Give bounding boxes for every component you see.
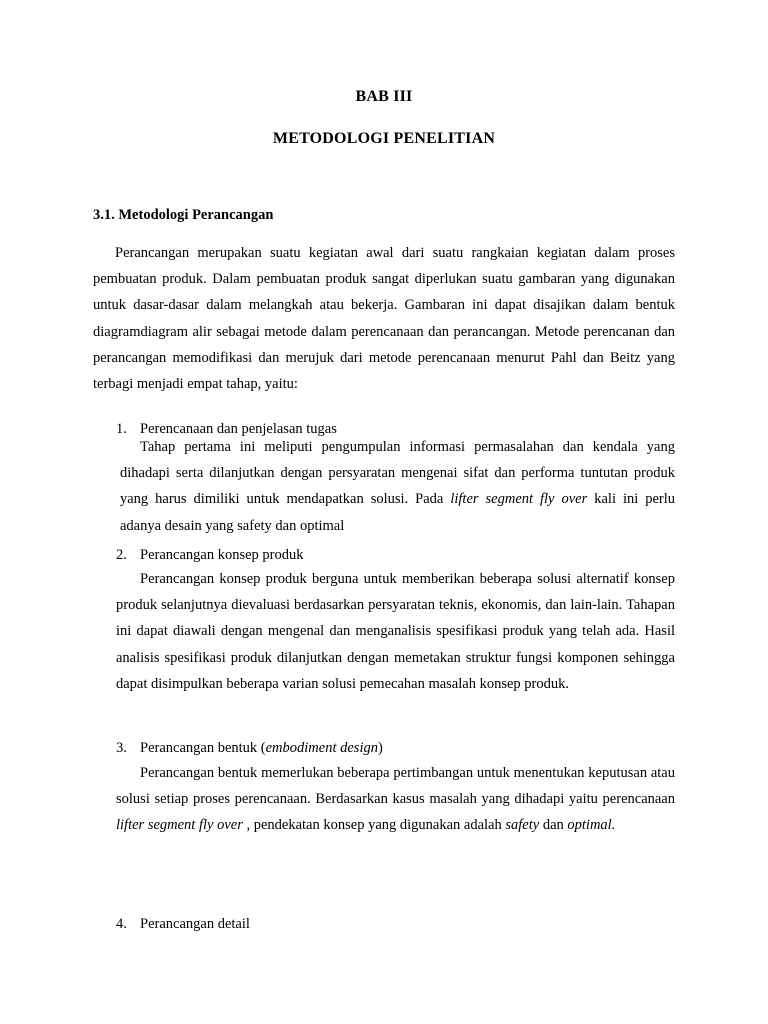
list-label: Perancangan konsep produk bbox=[140, 547, 304, 563]
item-3-body-text: Perancangan bentuk memerlukan beberapa pertimbangan untuk menentukan keputusan atau solusi setiap proses perencanaan. Berdasarkan kasus masalah yang dihadapi yaitu perencanaan bbox=[116, 765, 675, 808]
item-3-body-text-mid2: dan bbox=[539, 817, 568, 834]
item-1-body-text: Tahap pertama ini meliputi pengumpulan informasi permasalahan dan kendala yang dihadapi serta dilanjutkan dengan persyaratan mengenai sifat dan performa tuntutan produk yang harus dimiliki untuk mendapatkan solusi. Pada bbox=[120, 439, 675, 508]
item-3-body-emphasis-safety: safety bbox=[505, 817, 540, 834]
chapter-number: BAB III bbox=[355, 88, 413, 105]
list-number: 4. bbox=[116, 916, 127, 932]
list-label-emphasis: embodiment design bbox=[265, 740, 378, 756]
intro-paragraph: Perancangan merupakan suatu kegiatan awal dari suatu rangkaian kegiatan dalam proses pembuatan produk. Dalam pembuatan produk sangat diperlukan suatu gambaran yang digunakan untuk dasar-dasar dalam melangkah atau bekerja. Gambaran ini dapat disajikan dalam bentuk diagramdiagram alir sebagai metode dalam perencanaan dan perancangan. Metode perencanan dan perancangan memodifikasi dan merujuk dari metode perencanaan menurut Pahl dan Beitz yang terbagi menjadi empat tahap, yaitu: bbox=[93, 245, 675, 393]
item-3-body-emphasis: lifter segment fly over bbox=[116, 817, 243, 834]
item-3-body-emphasis-optimal: optimal. bbox=[567, 817, 616, 834]
item-3-body bbox=[116, 760, 675, 839]
list-number: 2. bbox=[116, 547, 127, 563]
list-number: 1. bbox=[116, 421, 127, 437]
chapter-title: METODOLOGI PENELITIAN bbox=[272, 130, 496, 147]
item-1-body-text-end: kali ini perlu adanya desain yang safety dan optimal bbox=[120, 491, 676, 534]
list-label bbox=[140, 740, 383, 757]
list-label: Perencanaan dan penjelasan tugas bbox=[140, 421, 337, 437]
item-1-body bbox=[120, 434, 675, 539]
list-number: 3. bbox=[116, 740, 127, 756]
section-title: 3.1. Metodologi Perancangan bbox=[93, 207, 274, 223]
item-1-body-emphasis: lifter segment fly over bbox=[450, 491, 588, 508]
list-label: Perancangan detail bbox=[140, 916, 250, 932]
list-label-text: Perancangan bentuk ( bbox=[140, 740, 266, 756]
item-2-body: Perancangan konsep produk berguna untuk memberikan beberapa solusi alternatif konsep produk selanjutnya dievaluasi berdasarkan persyaratan teknis, ekonomis, dan lain-lain. Tahapan ini dapat diawali dengan mengenal dan menganalisis spesifikasi produk yang telah ada. Hasil analisis spesifikasi produk dilanjutkan dengan memetakan struktur fungsi komponen sehingga dapat disimpulkan beberapa varian solusi pemecahan masalah konsep produk. bbox=[116, 571, 675, 692]
item-3-body-text-mid: , pendekatan konsep yang digunakan adalah bbox=[242, 817, 506, 834]
list-label-text-end: ) bbox=[377, 740, 383, 756]
